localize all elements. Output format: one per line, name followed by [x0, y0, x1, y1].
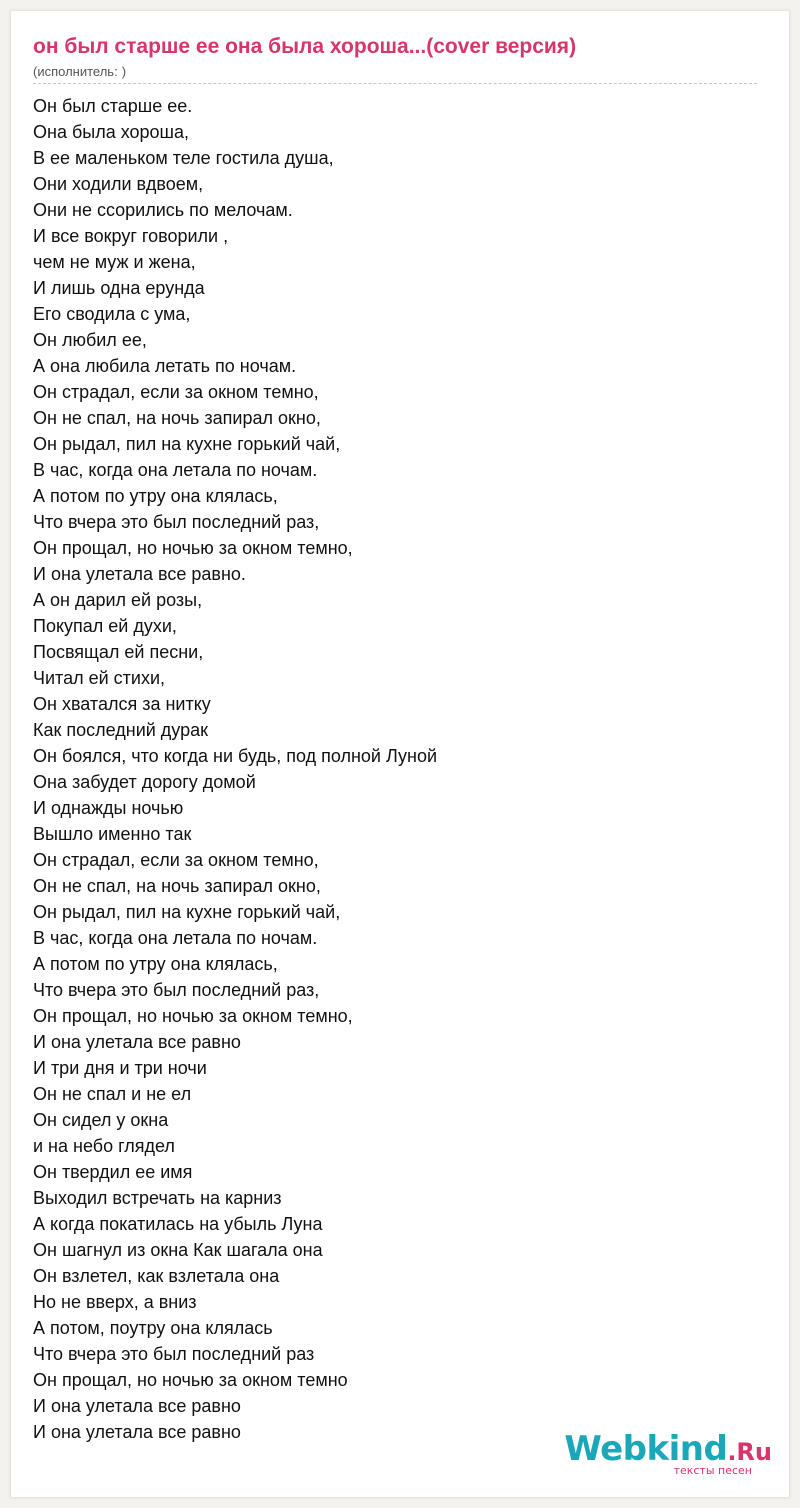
lyric-line: Что вчера это был последний раз	[33, 1344, 315, 1364]
lyric-line: А потом по утру она клялась,	[33, 486, 278, 506]
lyric-line: Они ходили вдвоем,	[33, 174, 204, 194]
lyric-line: Он прощал, но ночью за окном темно,	[33, 1006, 353, 1026]
lyric-line: А он дарил ей розы,	[33, 590, 203, 610]
lyric-line: В час, когда она летала по ночам.	[33, 460, 318, 480]
lyric-line: Он любил ее,	[33, 330, 147, 350]
logo-name: Webkind	[564, 1429, 728, 1469]
lyric-line: И лишь одна ерунда	[33, 278, 205, 298]
lyric-line: Его сводила с ума,	[33, 304, 191, 324]
lyric-line: Выходил встречать на карниз	[33, 1188, 282, 1208]
lyric-line: В час, когда она летала по ночам.	[33, 928, 318, 948]
lyric-line: Он рыдал, пил на кухне горький чай,	[33, 434, 341, 454]
lyric-line: А когда покатилась на убыль Луна	[33, 1214, 323, 1234]
lyric-line: Он страдал, если за окном темно,	[33, 850, 319, 870]
lyric-line: Что вчера это был последний раз,	[33, 980, 320, 1000]
lyric-line: и на небо глядел	[33, 1136, 175, 1156]
lyric-line: И она улетала все равно	[33, 1396, 241, 1416]
lyric-line: Он сидел у окна	[33, 1110, 169, 1130]
logo-tagline: тексты песен	[673, 1464, 752, 1477]
lyric-line: Он не спал, на ночь запирал окно,	[33, 876, 321, 896]
song-title: он был старше ее она была хороша...(cover версия)	[33, 35, 577, 58]
lyric-line: Он шагнул из окна Как шагала она	[33, 1240, 323, 1260]
lyric-line: И однажды ночью	[33, 798, 184, 818]
lyric-line: И она улетала все равно	[33, 1032, 241, 1052]
lyric-line: И она улетала все равно.	[33, 564, 246, 584]
lyric-line: И три дня и три ночи	[33, 1058, 207, 1078]
lyric-line: Он взлетел, как взлетала она	[33, 1266, 280, 1286]
lyric-line: Читал ей стихи,	[33, 668, 166, 688]
performer-value: )	[121, 64, 127, 79]
lyric-line: чем не муж и жена,	[33, 252, 196, 272]
lyric-line: Она была хороша,	[33, 122, 189, 142]
lyric-line: Он твердил ее имя	[33, 1162, 193, 1182]
lyric-line: Она забудет дорогу домой	[33, 772, 256, 792]
performer-label: (исполнитель:	[33, 64, 118, 79]
performer-line	[33, 64, 757, 80]
logo-tld: .Ru	[727, 1438, 772, 1466]
lyric-line: Что вчера это был последний раз,	[33, 512, 320, 532]
lyric-line: Он не спал, на ночь запирал окно,	[33, 408, 321, 428]
lyric-line: Он был старше ее.	[33, 96, 193, 116]
lyric-line: Он прощал, но ночью за окном темно,	[33, 538, 353, 558]
lyric-line: Но не вверх, а вниз	[33, 1292, 197, 1312]
lyric-line: Он страдал, если за окном темно,	[33, 382, 319, 402]
header-divider	[33, 83, 757, 84]
lyric-line: И она улетала все равно	[33, 1422, 241, 1442]
lyric-line: А потом, поутру она клялась	[33, 1318, 273, 1338]
lyric-line: Посвящал ей песни,	[33, 642, 204, 662]
lyric-line: Покупал ей духи,	[33, 616, 177, 636]
lyric-line: Он рыдал, пил на кухне горький чай,	[33, 902, 341, 922]
song-header	[33, 33, 757, 80]
lyric-line: Как последний дурак	[33, 720, 208, 740]
lyric-line: Он хватался за нитку	[33, 694, 211, 714]
lyric-line: И все вокруг говорили ,	[33, 226, 229, 246]
lyric-line: А она любила летать по ночам.	[33, 356, 297, 376]
lyric-line: В ее маленьком теле гостила душа,	[33, 148, 334, 168]
lyric-line: Он боялся, что когда ни будь, под полной Луной	[33, 746, 438, 766]
lyrics-text	[33, 93, 757, 1445]
lyric-line: Они не ссорились по мелочам.	[33, 200, 293, 220]
lyric-line: Вышло именно так	[33, 824, 192, 844]
lyric-line: Он не спал и не ел	[33, 1084, 192, 1104]
lyric-line: А потом по утру она клялась,	[33, 954, 278, 974]
lyric-line: Он прощал, но ночью за окном темно	[33, 1370, 348, 1390]
site-logo[interactable]	[564, 1429, 772, 1477]
